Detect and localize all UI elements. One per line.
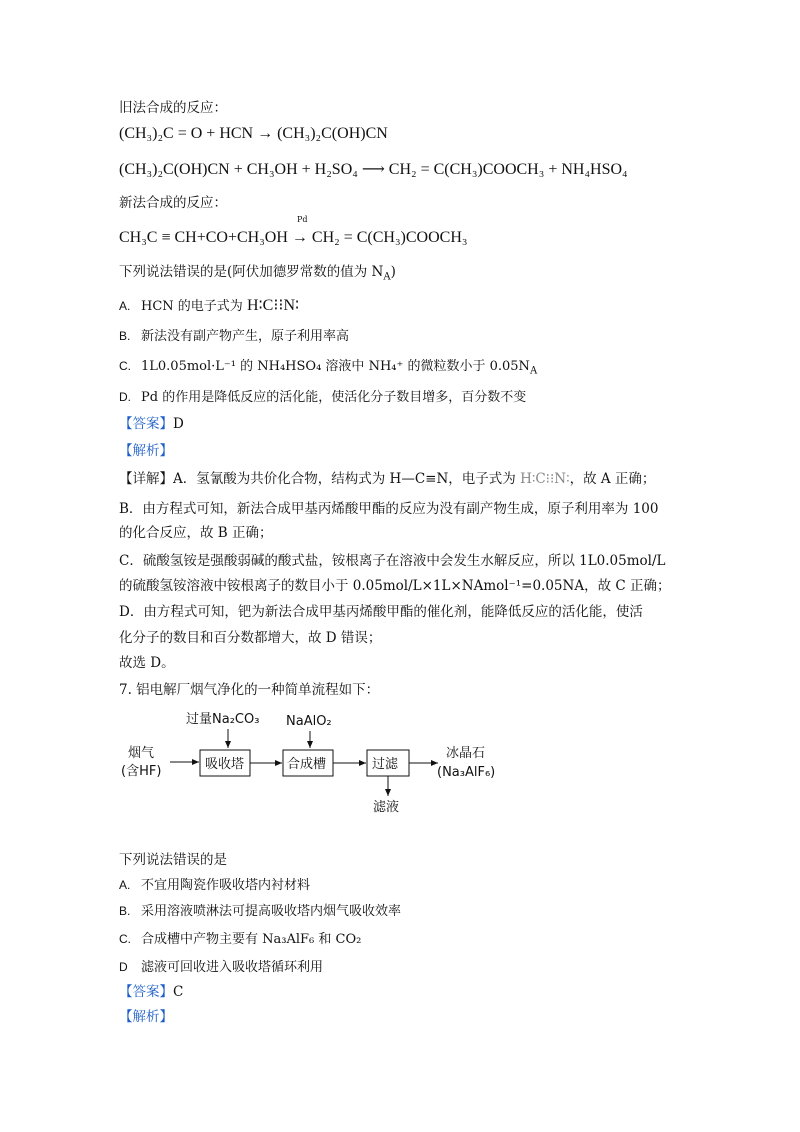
- q6-stem: [119, 262, 396, 288]
- option-label: B.: [119, 904, 131, 918]
- q7-option-d: [119, 957, 323, 978]
- equation-2: (CH₃)₂C(OH)CN + CH₃OH + H₂SO₄ ⟶ CH₂ = C(CH₃)COOCH₃ + NH₄HSO₄: [119, 161, 628, 178]
- q7-question: 下列说法错误的是: [119, 852, 227, 868]
- option-text: 合成槽中产物主要有 Na₃AlF₆ 和 CO₂: [141, 932, 362, 947]
- catalyst-label: Pd: [297, 215, 308, 224]
- detail-end: ，故 A 正确；: [569, 471, 656, 487]
- q6-detail-line-8: 故选 D。: [119, 655, 175, 671]
- q6-stem-end: ): [390, 264, 396, 280]
- q7-answer: [119, 982, 183, 1002]
- q7-option-c: [119, 929, 361, 950]
- q6-option-d: [119, 387, 526, 408]
- electron-formula: H∶C⁝⁝N∶: [246, 297, 300, 314]
- reagent-naalo2: NaAlO₂: [286, 714, 332, 729]
- answer-tag: 【答案】: [119, 984, 173, 1000]
- answer-tag: 【答案】: [119, 416, 173, 432]
- q7-stem: 7. 铝电解厂烟气净化的一种简单流程如下：: [119, 682, 380, 698]
- option-sub: A: [529, 365, 538, 377]
- input-hf: (含HF): [121, 764, 162, 779]
- q6-answer: [119, 414, 184, 434]
- detail-tag: 【详解】: [119, 471, 173, 487]
- q6-detail-line-4: C．硫酸氢铵是强酸弱碱的酸式盐，铵根离子在溶液中会发生水解反应，所以 1L0.05mol/L: [119, 553, 666, 569]
- q6-option-b: [119, 326, 349, 347]
- process-flow-diagram: [110, 705, 530, 815]
- q6-detail-line-2: B．由方程式可知，新法合成甲基丙烯酸甲酯的反应为没有副产物生成，原子利用率为 100: [119, 501, 659, 517]
- equation-1: (CH₃)₂C = O + HCN → (CH₃)₂C(OH)CN: [119, 125, 388, 142]
- q6-detail-line-7: 化分子的数目和百分数都增大，故 D 错误；: [119, 630, 382, 646]
- q6-option-c: [119, 356, 537, 382]
- q6-option-a: [119, 296, 299, 317]
- detail-text: A．氢氰酸为共价化合物，结构式为 H—C≡N，电子式为: [173, 471, 521, 487]
- input-flue-gas: 烟气: [128, 746, 155, 761]
- reagent-na2co3: 过量Na₂CO₃: [186, 712, 260, 727]
- option-text: 新法没有副产物产生，原子利用率高: [141, 329, 350, 344]
- option-text: 采用溶液喷淋法可提高吸收塔内烟气吸收效率: [141, 904, 402, 919]
- option-text: 1L0.05mol·L⁻¹ 的 NH₄HSO₄ 溶液中 NH₄⁺ 的微粒数小于 0.05N: [141, 359, 530, 374]
- q6-detail-line-6: D．由方程式可知，钯为新法合成甲基丙烯酸甲酯的催化剂，能降低反应的活化能，使活: [119, 604, 643, 620]
- old-method-title: 旧法合成的反应：: [119, 100, 227, 116]
- answer-value: D: [173, 416, 184, 432]
- q7-analysis-tag: 【解析】: [119, 1009, 173, 1025]
- q6-detail-line-3: 的化合反应，故 B 正确；: [119, 525, 273, 541]
- q7-option-a: [119, 875, 310, 896]
- box-synthesis-label: 合成槽: [287, 757, 327, 772]
- filtrate-label: 滤液: [373, 800, 400, 815]
- product-formula: (Na₃AlF₆): [437, 765, 496, 780]
- option-label: D.: [119, 390, 131, 404]
- equation-3: CH₃C ≡ CH+CO+CH₃OH → CH₂ = C(CH₃)COOCH₃: [119, 229, 468, 246]
- product-cryolite: 冰晶石: [446, 746, 486, 761]
- answer-value: C: [173, 984, 184, 1000]
- option-text: HCN 的电子式为: [141, 299, 243, 314]
- q6-stem-text: 下列说法错误的是(阿伏加德罗常数的值为 N: [119, 264, 384, 280]
- q6-detail-line-5: 的硫酸氢铵溶液中铵根离子的数目小于 0.05mol/L×1L×NAmol⁻¹=0.05NA，故 C 正确；: [119, 578, 671, 594]
- option-text: Pd 的作用是降低反应的活化能，使活化分子数目增多，百分数不变: [141, 390, 527, 405]
- new-method-title: 新法合成的反应：: [119, 195, 227, 211]
- detail-formula: H∶C⁝⁝N∶: [520, 471, 570, 487]
- option-label: C.: [119, 359, 131, 373]
- box-filter-label: 过滤: [372, 757, 399, 772]
- option-label: A.: [119, 878, 131, 892]
- option-label: C.: [119, 932, 131, 946]
- option-label: D: [119, 960, 128, 974]
- q7-option-b: [119, 901, 401, 922]
- q6-detail-line-1: [119, 469, 655, 489]
- option-text: 滤液可回收进入吸收塔循环利用: [141, 960, 324, 975]
- option-text: 不宜用陶瓷作吸收塔内衬材料: [141, 878, 311, 893]
- q6-analysis-tag: 【解析】: [119, 443, 173, 459]
- box-absorber-label: 吸收塔: [205, 757, 245, 772]
- q6-stem-sub: A: [383, 271, 391, 283]
- option-label: A.: [119, 299, 131, 313]
- option-label: B.: [119, 329, 131, 343]
